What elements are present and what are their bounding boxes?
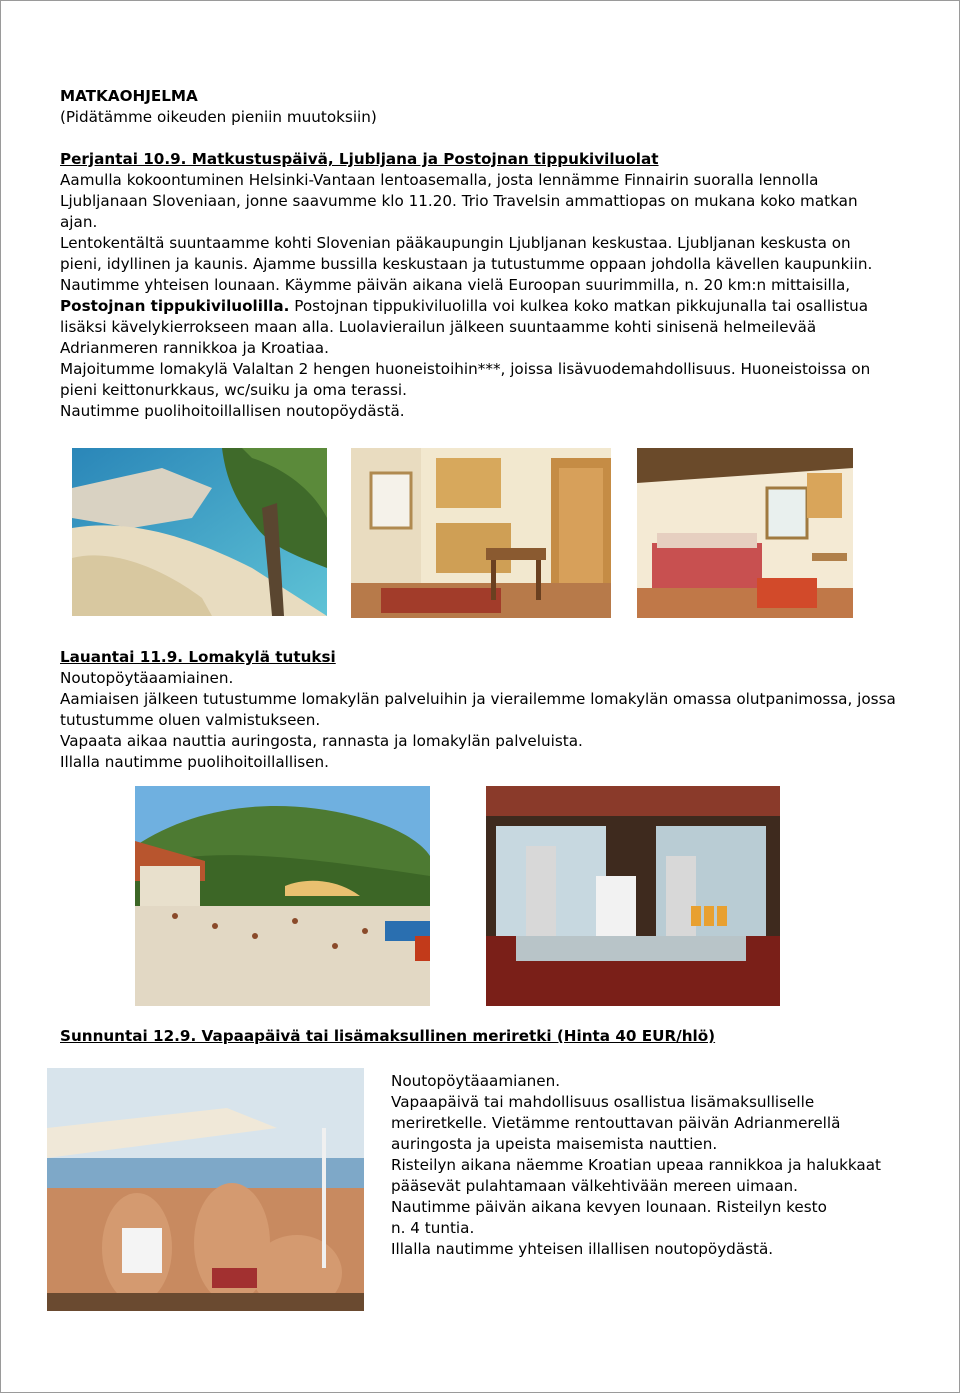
day1-line: lisäksi kävelykierrokseen maan alla. Luolavierailun jälkeen suuntaamme kohti sinisenä helmeilevää — [60, 318, 817, 336]
day3-line: Vapaapäivä tai mahdollisuus osallistua lisämaksulliselle — [391, 1093, 815, 1111]
day2-section — [60, 647, 896, 773]
heading-block — [60, 86, 377, 128]
day3-line: Illalla nautimme yhteisen illallisen noutopöydästä. — [391, 1240, 774, 1258]
day2-line: Illalla nautimme puolihoitoillallisen. — [60, 753, 330, 771]
day3-section — [391, 1071, 881, 1260]
day1-cave-line — [60, 296, 872, 317]
photo-kitchenette — [351, 448, 611, 618]
cave-description: Postojnan tippukiviluolilla voi kulkea koko matkan pikkujunalla tai osallistua — [289, 297, 869, 315]
day1-section — [60, 149, 872, 422]
day1-line: Adrianmeren rannikkoa ja Kroatiaa. — [60, 339, 329, 357]
day3-line: auringosta ja upeista maisemista nauttien. — [391, 1135, 718, 1153]
document-note: (Pidätämme oikeuden pieniin muutoksiin) — [60, 108, 377, 126]
day1-line: pieni, idyllinen ja kaunis. Ajamme bussilla keskustaan ja tutustumme oppaan johdolla kävellen kaupunkiin. — [60, 255, 873, 273]
day3-line: pääsevät pulahtamaan välkehtivään mereen uimaan. — [391, 1177, 798, 1195]
day3-line: Risteilyn aikana näemme Kroatian upeaa rannikkoa ja halukkaat — [391, 1156, 881, 1174]
day1-line: Ljubljanaan Sloveniaan, jonne saavumme klo 11.20. Trio Travelsin ammattiopas on mukana koko matkan — [60, 192, 858, 210]
day1-line: Aamulla kokoontuminen Helsinki-Vantaan lentoasemalla, josta lennämme Finnairin suoralla lennolla — [60, 171, 819, 189]
day1-title: Perjantai 10.9. Matkustuspäivä, Ljubljana ja Postojnan tippukiviluolat — [60, 150, 659, 168]
photo-bedroom — [637, 448, 853, 618]
day3-title: Sunnuntai 12.9. Vapaapäivä tai lisämaksullinen meriretki (Hinta 40 EUR/hlö) — [60, 1027, 716, 1045]
photo-boat-trip — [47, 1068, 364, 1311]
photo-resort-beach — [135, 786, 430, 1006]
day2-line: Vapaata aikaa nauttia auringosta, rannasta ja lomakylän palveluista. — [60, 732, 583, 750]
day1-line: Majoitumme lomakylä Valaltan 2 hengen huoneistoihin***, joissa lisävuodemahdollisuus. Huoneistoissa on — [60, 360, 871, 378]
day3-line: n. 4 tuntia. — [391, 1219, 475, 1237]
day1-line: Lentokentältä suuntaamme kohti Slovenian pääkaupungin Ljubljanan keskustaa. Ljubljanan keskusta on — [60, 234, 851, 252]
day3-line: Nautimme päivän aikana kevyen lounaan. Risteilyn kesto — [391, 1198, 827, 1216]
day3-line: Noutopöytäaamianen. — [391, 1072, 561, 1090]
photo-beach-cove — [72, 448, 327, 616]
day1-line: ajan. — [60, 213, 98, 231]
photo-brewery — [486, 786, 780, 1006]
cave-name: Postojnan tippukiviluolilla. — [60, 297, 290, 315]
day1-line: Nautimme puolihoitoillallisen noutopöydästä. — [60, 402, 405, 420]
day2-line: Noutopöytäaamiainen. — [60, 669, 234, 687]
day2-title: Lauantai 11.9. Lomakylä tutuksi — [60, 648, 336, 666]
day1-line: Nautimme yhteisen lounaan. Käymme päivän aikana vielä Euroopan suurimmilla, n. 20 km:n mittaisilla, — [60, 276, 851, 294]
document-title: MATKAOHJELMA — [60, 87, 198, 105]
day2-line: Aamiaisen jälkeen tutustumme lomakylän palveluihin ja vierailemme lomakylän omassa olutpanimossa, jossa — [60, 690, 896, 708]
day3-line: meriretkelle. Vietämme rentouttavan päivän Adrianmerellä — [391, 1114, 841, 1132]
day1-line: pieni keittonurkkaus, wc/suiku ja oma terassi. — [60, 381, 407, 399]
day2-line: tutustumme oluen valmistukseen. — [60, 711, 321, 729]
day3-heading — [60, 1026, 715, 1047]
